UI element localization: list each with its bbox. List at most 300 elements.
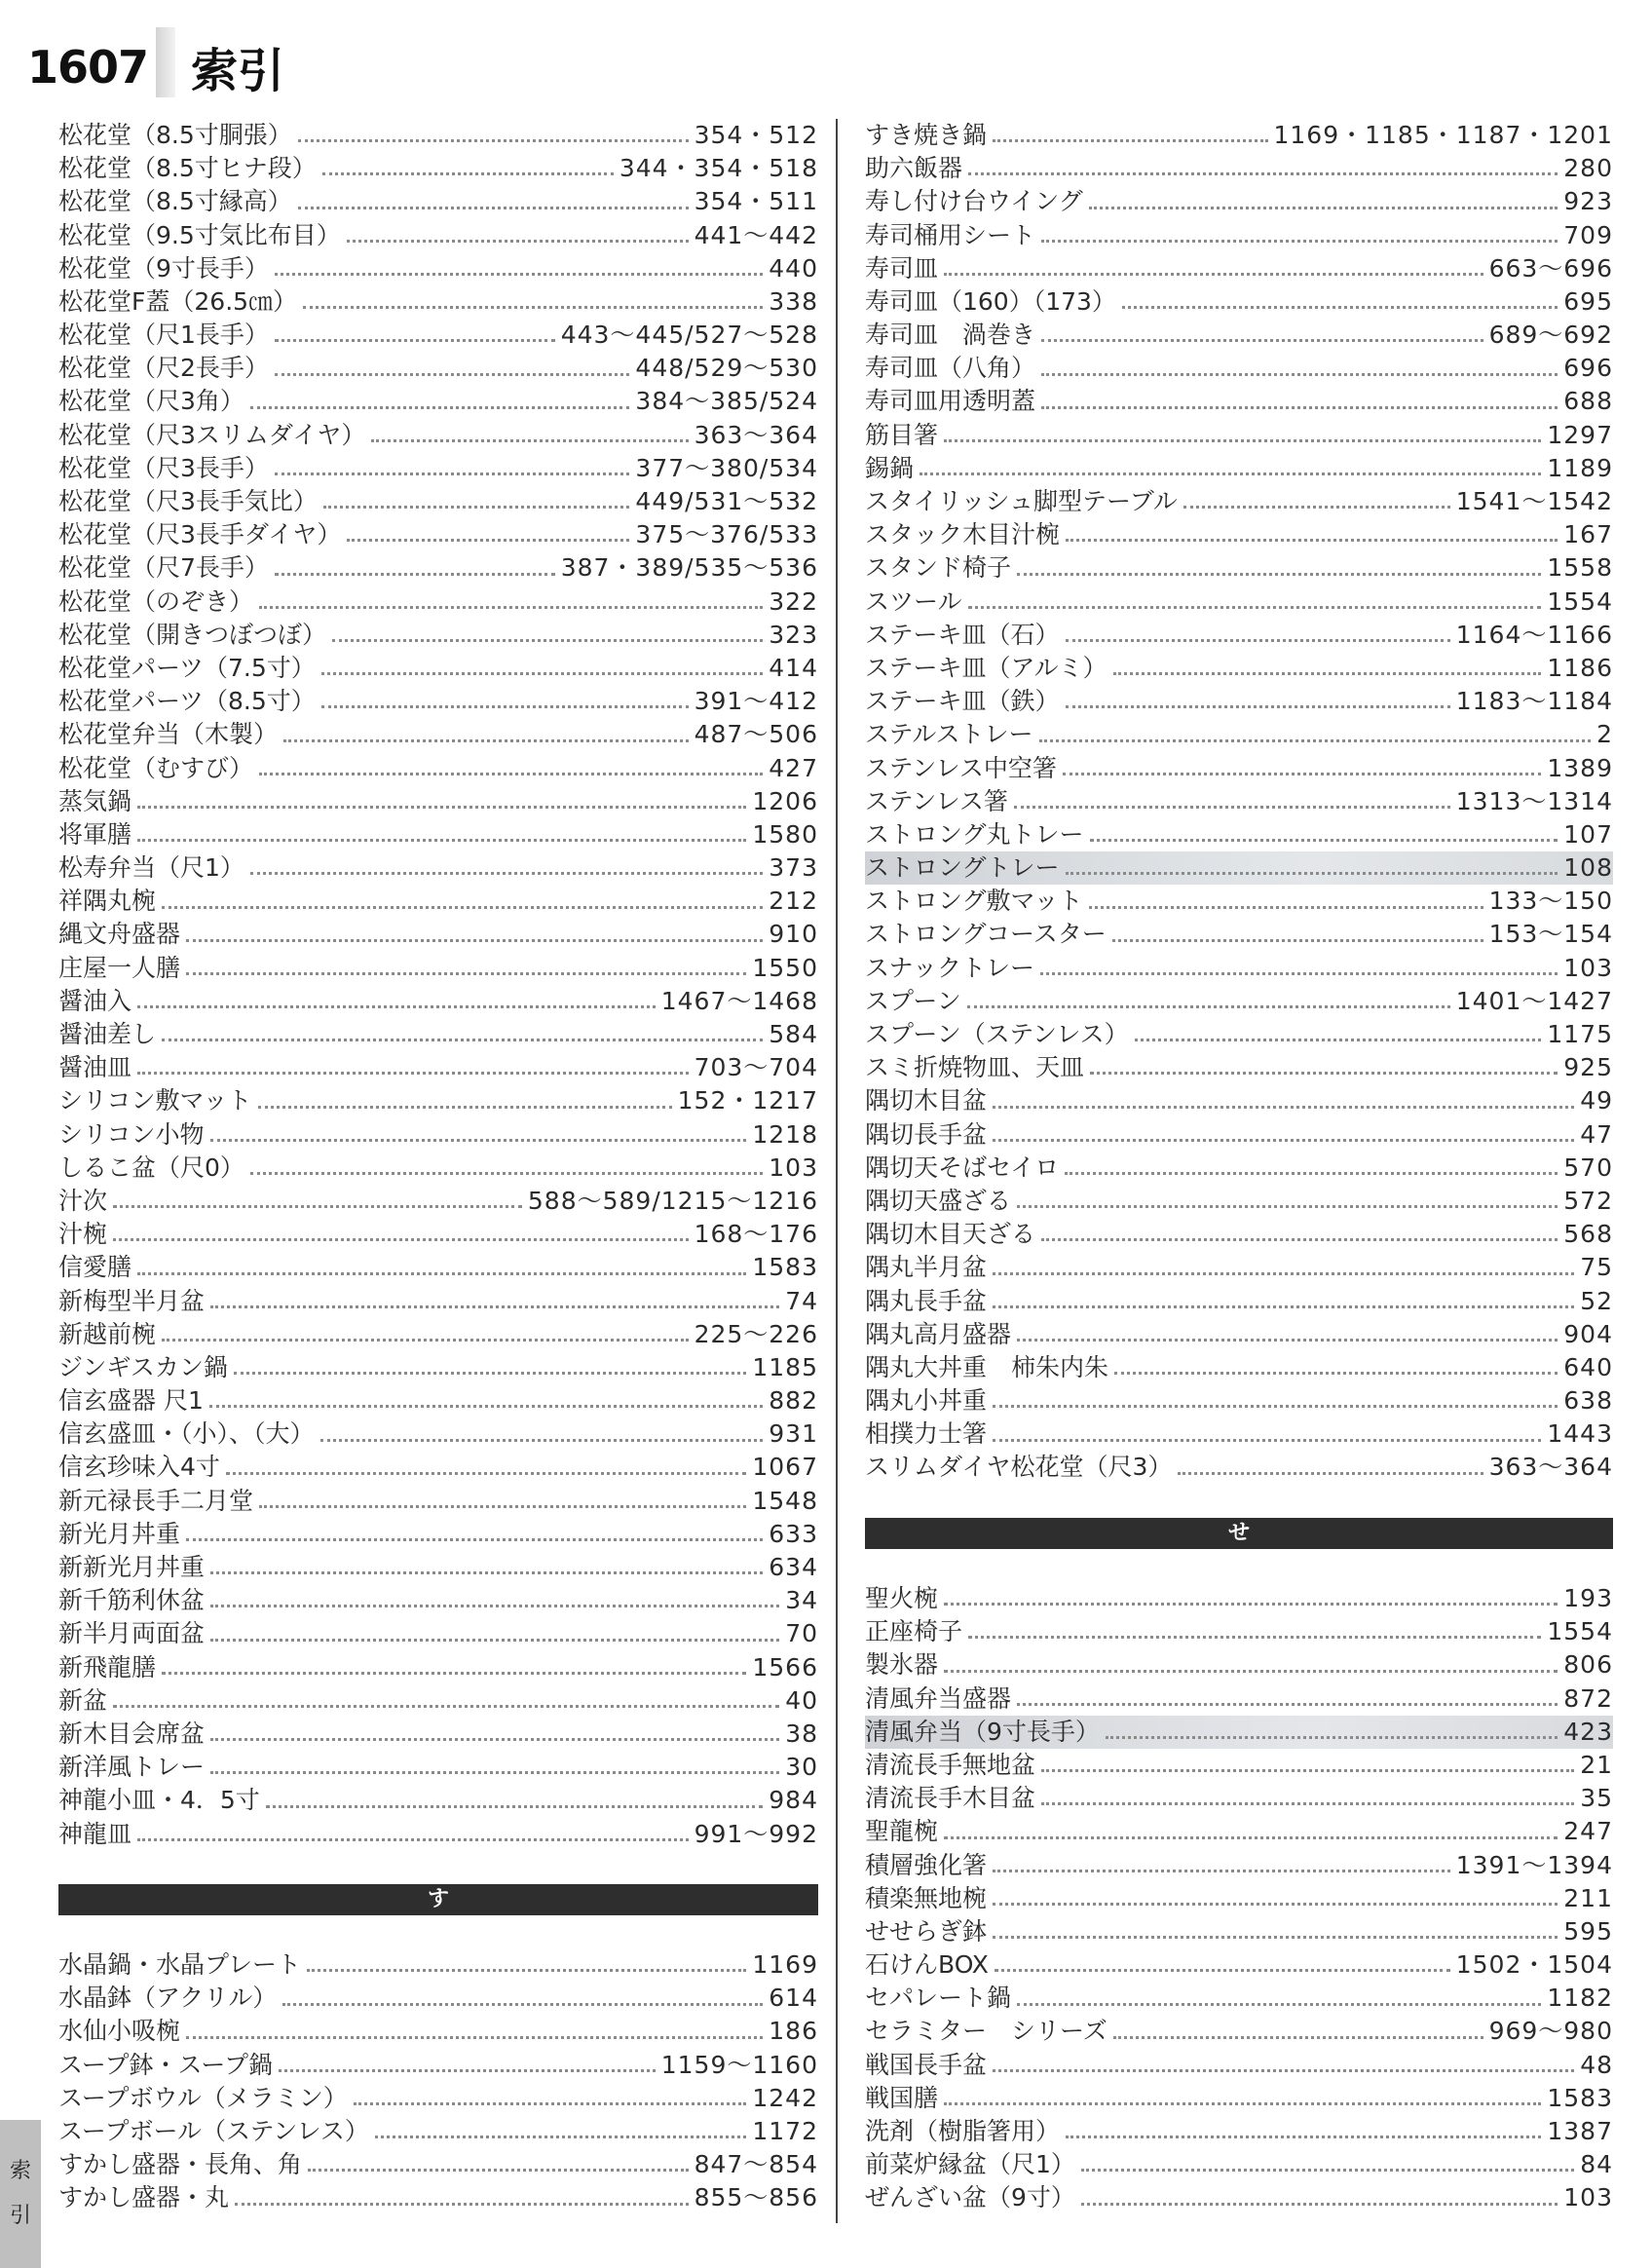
dot-leader (1039, 739, 1592, 742)
dot-leader (275, 472, 630, 475)
index-entry (865, 1051, 1613, 1084)
entry-term: 縄文舟盛器 (58, 920, 181, 949)
dot-leader (186, 972, 746, 975)
index-entry (865, 619, 1613, 652)
index-entry (58, 1318, 818, 1351)
entry-pages: 1583 (752, 1253, 818, 1282)
dot-leader (113, 1705, 779, 1708)
entry-pages: 1580 (752, 819, 818, 849)
entry-term: 新元禄長手二月堂 (58, 1486, 254, 1515)
index-entry (865, 2115, 1613, 2148)
section-header-se: せ (865, 1518, 1613, 1549)
entry-term: 松花堂（8.5寸胴張） (58, 120, 292, 149)
entry-pages: 52 (1580, 1286, 1613, 1315)
entry-pages: 1554 (1547, 1617, 1613, 1646)
dot-leader (1017, 1703, 1558, 1706)
section-gap (58, 1915, 818, 1948)
index-entry (58, 718, 818, 751)
dot-leader (137, 1072, 689, 1075)
index-entry (58, 1051, 818, 1084)
entry-pages: 35 (1580, 1784, 1613, 1813)
entry-term: 松花堂（尺7長手） (58, 553, 269, 583)
entry-pages: 904 (1563, 1319, 1613, 1348)
dot-leader (1112, 939, 1483, 942)
dot-leader (283, 739, 689, 742)
index-entry (58, 119, 818, 152)
index-entry (58, 752, 818, 785)
dot-leader (137, 1272, 746, 1275)
index-entry (865, 718, 1613, 751)
dot-leader (1065, 1172, 1558, 1175)
index-entry (58, 1251, 818, 1284)
entry-pages: 1583 (1547, 2083, 1613, 2112)
index-entry (58, 1485, 818, 1518)
dot-leader (137, 1838, 689, 1841)
entry-pages: 103 (1563, 2183, 1613, 2212)
entry-pages: 211 (1563, 1883, 1613, 1912)
entry-pages: 107 (1563, 819, 1613, 849)
entry-term: セラミター シリーズ (865, 2017, 1108, 2046)
index-entry (58, 1018, 818, 1051)
index-entry (58, 1452, 818, 1485)
index-entry (58, 452, 818, 485)
index-entry (865, 2049, 1613, 2082)
entry-term: 隅切木目盆 (865, 1086, 988, 1115)
dot-leader (993, 1139, 1574, 1142)
dot-leader (1066, 539, 1558, 542)
entry-term: 蒸気鍋 (58, 786, 132, 815)
index-entry (58, 1518, 818, 1551)
entry-pages: 689～692 (1488, 321, 1613, 350)
entry-term: 松花堂（尺3長手気比） (58, 487, 318, 516)
dot-leader (1135, 1039, 1542, 1041)
entry-term: 新梅型半月盆 (58, 1286, 206, 1315)
index-entry (865, 652, 1613, 685)
entry-term: 松花堂（開きつぼつぼ） (58, 620, 327, 649)
dot-leader (1017, 1205, 1558, 1208)
dot-leader (1106, 1736, 1558, 1739)
entry-pages: 1242 (752, 2083, 818, 2112)
dot-leader (967, 1005, 1450, 1008)
dot-leader (210, 1738, 779, 1741)
dot-leader (1040, 972, 1558, 975)
entry-pages: 363～364 (1488, 1453, 1613, 1482)
index-entry (58, 252, 818, 285)
entry-pages: 1175 (1547, 1020, 1613, 1049)
index-entry (58, 1084, 818, 1117)
dot-leader (250, 1172, 763, 1175)
entry-pages: 47 (1580, 1119, 1613, 1149)
index-entry (865, 1615, 1613, 1648)
dot-leader (1081, 2203, 1558, 2206)
index-entry (865, 386, 1613, 419)
index-entry (58, 1982, 818, 2015)
dot-leader (137, 1005, 656, 1008)
entry-pages: 322 (769, 586, 818, 616)
entry-pages: 225～226 (694, 1319, 818, 1348)
index-entry (865, 319, 1613, 352)
index-entry (58, 851, 818, 885)
entry-pages: 280 (1563, 154, 1613, 183)
entry-pages: 638 (1563, 1386, 1613, 1416)
dot-leader (279, 2069, 656, 2072)
dot-leader (186, 1538, 763, 1541)
section-gap (865, 1549, 1613, 1582)
index-entry (865, 919, 1613, 952)
entry-term: 神龍小皿・4．5寸 (58, 1786, 260, 1815)
dot-leader (322, 172, 614, 175)
left-index-column (58, 119, 818, 2215)
entry-pages: 1554 (1547, 586, 1613, 616)
index-side-tab[interactable] (0, 2120, 41, 2268)
index-entry (865, 1452, 1613, 1485)
entry-term: スタイリッシュ脚型テーブル (865, 487, 1178, 516)
dot-leader (1017, 2003, 1541, 2006)
entry-pages: 1182 (1547, 1984, 1613, 2013)
dot-leader (354, 2102, 747, 2105)
index-entry (58, 586, 818, 619)
dot-leader (259, 606, 763, 609)
entry-pages: 595 (1563, 1916, 1613, 1946)
index-entry (58, 386, 818, 419)
dot-leader (282, 2003, 763, 2006)
entry-pages: 377～380/534 (635, 453, 818, 482)
index-entry (865, 885, 1613, 918)
entry-term: 水晶鍋・水晶プレート (58, 1950, 302, 1980)
dot-leader (210, 1639, 779, 1642)
entry-pages: 984 (769, 1786, 818, 1815)
entry-pages: 872 (1563, 1683, 1613, 1713)
entry-term: 松寿弁当（尺1） (58, 853, 244, 883)
entry-term: 新越前椀 (58, 1319, 157, 1348)
index-entry (58, 685, 818, 718)
index-entry (58, 885, 818, 918)
dot-leader (993, 139, 1267, 142)
dot-leader (993, 1272, 1574, 1275)
index-entry (58, 919, 818, 952)
entry-term: 寿司皿用透明蓋 (865, 387, 1036, 416)
dot-leader (944, 2102, 1541, 2105)
entry-pages: 709 (1563, 220, 1613, 249)
entry-term: 戦国膳 (865, 2083, 939, 2112)
entry-term: すき焼き鍋 (865, 120, 988, 149)
entry-term: 寿司皿（八角） (865, 354, 1036, 383)
entry-pages: 882 (769, 1386, 818, 1416)
entry-pages: 1218 (752, 1119, 818, 1149)
index-entry (865, 1018, 1613, 1051)
index-entry (58, 1718, 818, 1751)
index-entry (865, 1648, 1613, 1682)
dot-leader (298, 139, 689, 142)
dot-leader (993, 1305, 1574, 1308)
index-entry (865, 352, 1613, 385)
entry-pages: 40 (785, 1685, 818, 1715)
dot-leader (113, 1205, 522, 1208)
entry-term: 隅丸大丼重 柿朱内朱 (865, 1352, 1109, 1381)
dot-leader (944, 1836, 1558, 1839)
index-entry (865, 752, 1613, 785)
index-entry (865, 1351, 1613, 1384)
entry-term: ストロング敷マット (865, 887, 1083, 916)
dot-leader (1041, 406, 1558, 409)
entry-term: 隅丸小丼重 (865, 1386, 988, 1416)
entry-pages: 806 (1563, 1650, 1613, 1680)
index-entry (58, 1285, 818, 1318)
entry-term: スプーン (865, 986, 961, 1015)
entry-pages: 1467～1468 (660, 986, 818, 1015)
dot-leader (1041, 1238, 1558, 1241)
entry-pages: 363～364 (694, 420, 818, 449)
dot-leader (347, 539, 629, 542)
index-entry (58, 2181, 818, 2214)
dot-leader (371, 439, 688, 442)
entry-term: 助六飯器 (865, 154, 963, 183)
index-entry (865, 1118, 1613, 1152)
entry-pages: 925 (1563, 1053, 1613, 1082)
entry-term: すかし盛器・長角、角 (58, 2150, 303, 2179)
dot-leader (1017, 573, 1541, 576)
index-entry (865, 152, 1613, 185)
dot-leader (209, 1405, 763, 1408)
entry-term: 汁椀 (58, 1220, 108, 1249)
index-entry (58, 1118, 818, 1152)
entry-pages: 1558 (1547, 553, 1613, 583)
dot-leader (113, 1238, 689, 1241)
entry-term: ストロングコースター (865, 920, 1107, 949)
entry-pages: 375～376/533 (635, 520, 818, 549)
dot-leader (1090, 839, 1558, 842)
entry-term: 隅丸半月盆 (865, 1253, 988, 1282)
entry-pages: 588～589/1215～1216 (527, 1186, 818, 1215)
entry-term: 祥隅丸椀 (58, 887, 157, 916)
entry-pages: 414 (769, 653, 818, 682)
entry-pages: 663～696 (1488, 253, 1613, 283)
entry-pages: 703～704 (694, 1053, 818, 1082)
dot-leader (944, 1670, 1558, 1673)
entry-pages: 384～385/524 (635, 387, 818, 416)
entry-term: スリムダイヤ松花堂（尺3） (865, 1453, 1173, 1482)
index-entry (865, 219, 1613, 252)
entry-pages: 570 (1563, 1153, 1613, 1182)
entry-pages: 969～980 (1488, 2017, 1613, 2046)
dot-leader (308, 2169, 689, 2172)
entry-pages: 688 (1563, 387, 1613, 416)
entry-term: ステンレス中空箸 (865, 753, 1057, 782)
entry-term: 松花堂（9寸長手） (58, 253, 269, 283)
entry-term: 寿司皿（160）（173） (865, 286, 1116, 316)
entry-pages: 1401～1427 (1455, 986, 1613, 1015)
entry-term: 松花堂（尺3角） (58, 387, 244, 416)
dot-leader (920, 472, 1541, 475)
index-entry (865, 1318, 1613, 1351)
entry-pages: 38 (785, 1719, 818, 1748)
entry-pages: 910 (769, 920, 818, 949)
index-entry (58, 1948, 818, 1982)
entry-term: 隅切木目天ざる (865, 1220, 1036, 1249)
index-entry (865, 485, 1613, 518)
dot-leader (186, 2036, 763, 2039)
index-entry (58, 2049, 818, 2082)
dot-leader (303, 306, 763, 309)
entry-term: 寿司桶用シート (865, 220, 1036, 249)
entry-term: 正座椅子 (865, 1617, 963, 1646)
entry-term: 信愛膳 (58, 1253, 132, 1282)
entry-pages: 568 (1563, 1220, 1613, 1249)
index-entry (865, 551, 1613, 585)
index-entry (865, 252, 1613, 285)
entry-pages: 1183～1184 (1455, 687, 1613, 716)
entry-term: 松花堂パーツ（8.5寸） (58, 687, 316, 716)
entry-term: 新盆 (58, 1685, 108, 1715)
index-entry (58, 1818, 818, 1851)
entry-pages: 1391～1394 (1455, 1850, 1613, 1879)
index-entry (865, 1418, 1613, 1451)
index-entry (865, 119, 1613, 152)
dot-leader (298, 207, 689, 209)
entry-term: 松花堂（尺3長手ダイヤ） (58, 520, 342, 549)
dot-leader (1066, 705, 1450, 708)
entry-term: 信玄盛器 尺1 (58, 1386, 204, 1416)
dot-leader (275, 339, 555, 342)
entry-term: すかし盛器・丸 (58, 2183, 230, 2212)
dot-leader (1041, 339, 1483, 342)
index-entry (865, 185, 1613, 218)
entry-term: 筋目箸 (865, 420, 939, 449)
entry-term: 新光月丼重 (58, 1519, 181, 1548)
entry-pages: 354・511 (694, 187, 818, 216)
entry-pages: 1297 (1547, 420, 1613, 449)
index-entry (58, 1351, 818, 1384)
index-entry (865, 685, 1613, 718)
entry-term: 神龍皿 (58, 1819, 132, 1848)
entry-pages: 1159～1160 (660, 2050, 818, 2079)
dot-leader (1113, 672, 1542, 675)
index-entry (865, 952, 1613, 985)
entry-term: 隅切天そばセイロ (865, 1153, 1060, 1182)
index-entry (58, 1617, 818, 1650)
index-entry (865, 785, 1613, 818)
entry-term: 松花堂F蓋（26.5㎝） (58, 286, 298, 316)
entry-term: 清流長手木目盆 (865, 1784, 1036, 1813)
entry-pages: 696 (1563, 354, 1613, 383)
dot-leader (993, 2069, 1574, 2072)
entry-pages: 212 (769, 887, 818, 916)
index-entry (58, 952, 818, 985)
dot-leader (944, 439, 1541, 442)
entry-term: 松花堂パーツ（7.5寸） (58, 653, 316, 682)
entry-term: 信玄盛皿・（小）、（大） (58, 1419, 315, 1449)
entry-term: ジンギスカン鍋 (58, 1352, 228, 1381)
dot-leader (259, 773, 763, 775)
entry-pages: 1566 (752, 1652, 818, 1682)
index-entry (865, 2016, 1613, 2049)
index-entry (865, 1882, 1613, 1915)
dot-leader (1041, 240, 1558, 243)
entry-term: 新洋風トレー (58, 1753, 206, 1782)
entry-pages: 1172 (752, 2117, 818, 2146)
dot-leader (307, 1969, 746, 1972)
index-entry (58, 2082, 818, 2115)
index-entry (58, 1684, 818, 1718)
dot-leader (332, 639, 763, 642)
dot-leader (968, 1636, 1541, 1639)
entry-term: 松花堂（8.5寸縁高） (58, 187, 292, 216)
dot-leader (993, 1903, 1558, 1906)
entry-pages: 48 (1580, 2050, 1613, 2079)
entry-pages: 21 (1580, 1750, 1613, 1779)
entry-term: 新木目会席盆 (58, 1719, 206, 1748)
index-entry (865, 1782, 1613, 1815)
page-title: 索引 (191, 44, 285, 98)
entry-pages: 323 (769, 620, 818, 649)
index-entry (865, 1384, 1613, 1418)
entry-pages: 75 (1580, 1253, 1613, 1282)
entry-pages: 584 (769, 1020, 818, 1049)
entry-term: 寿司皿 渦巻き (865, 321, 1036, 350)
index-entry (58, 185, 818, 218)
index-entry (58, 551, 818, 585)
entry-pages: 441～442 (694, 220, 818, 249)
dot-leader (275, 373, 630, 376)
entry-term: 製氷器 (865, 1650, 939, 1680)
entry-term: 松花堂弁当（木製） (58, 720, 279, 749)
entry-term: 積楽無地椀 (865, 1883, 988, 1912)
entry-pages: 1313～1314 (1455, 786, 1613, 815)
dot-leader (1183, 506, 1450, 509)
entry-term: 石けんBOX (865, 1950, 989, 1980)
dot-leader (1066, 872, 1558, 875)
index-entry (58, 485, 818, 518)
entry-term: 隅切長手盆 (865, 1119, 988, 1149)
index-entry (865, 452, 1613, 485)
dot-leader (275, 273, 763, 276)
dot-leader (321, 705, 689, 708)
entry-pages: 427 (769, 753, 818, 782)
entry-pages: 931 (769, 1419, 818, 1449)
entry-pages: 354・512 (694, 120, 818, 149)
dot-leader (162, 1039, 763, 1041)
index-entry (865, 419, 1613, 452)
entry-pages: 1169・1185・1187・1201 (1273, 120, 1613, 149)
dot-leader (347, 240, 689, 243)
dot-leader (162, 1672, 746, 1675)
index-entry (58, 1418, 818, 1451)
section-header-su: す (58, 1884, 818, 1915)
entry-pages: 49 (1580, 1086, 1613, 1115)
entry-term: 新新光月丼重 (58, 1553, 206, 1582)
entry-term: せせらぎ鉢 (865, 1916, 988, 1946)
entry-pages: 1502・1504 (1455, 1950, 1613, 1980)
entry-term: 寿し付け台ウイング (865, 187, 1083, 216)
dot-leader (993, 1106, 1574, 1109)
index-entry (865, 1716, 1613, 1749)
entry-pages: 74 (785, 1286, 818, 1315)
entry-term: 相撲力士箸 (865, 1419, 988, 1449)
dot-leader (1041, 1802, 1574, 1805)
entry-pages: 338 (769, 286, 818, 316)
dot-leader (1178, 1472, 1483, 1475)
dot-leader (235, 2203, 689, 2206)
entry-pages: 614 (769, 1984, 818, 2013)
index-entry (865, 1915, 1613, 1948)
entry-term: ぜんざい盆（9寸） (865, 2183, 1075, 2212)
index-entry (865, 1152, 1613, 1185)
index-entry (865, 1084, 1613, 1117)
entry-pages: 1164～1166 (1455, 620, 1613, 649)
entry-pages: 1185 (752, 1352, 818, 1381)
entry-pages: 487～506 (694, 720, 818, 749)
dot-leader (210, 1605, 779, 1607)
